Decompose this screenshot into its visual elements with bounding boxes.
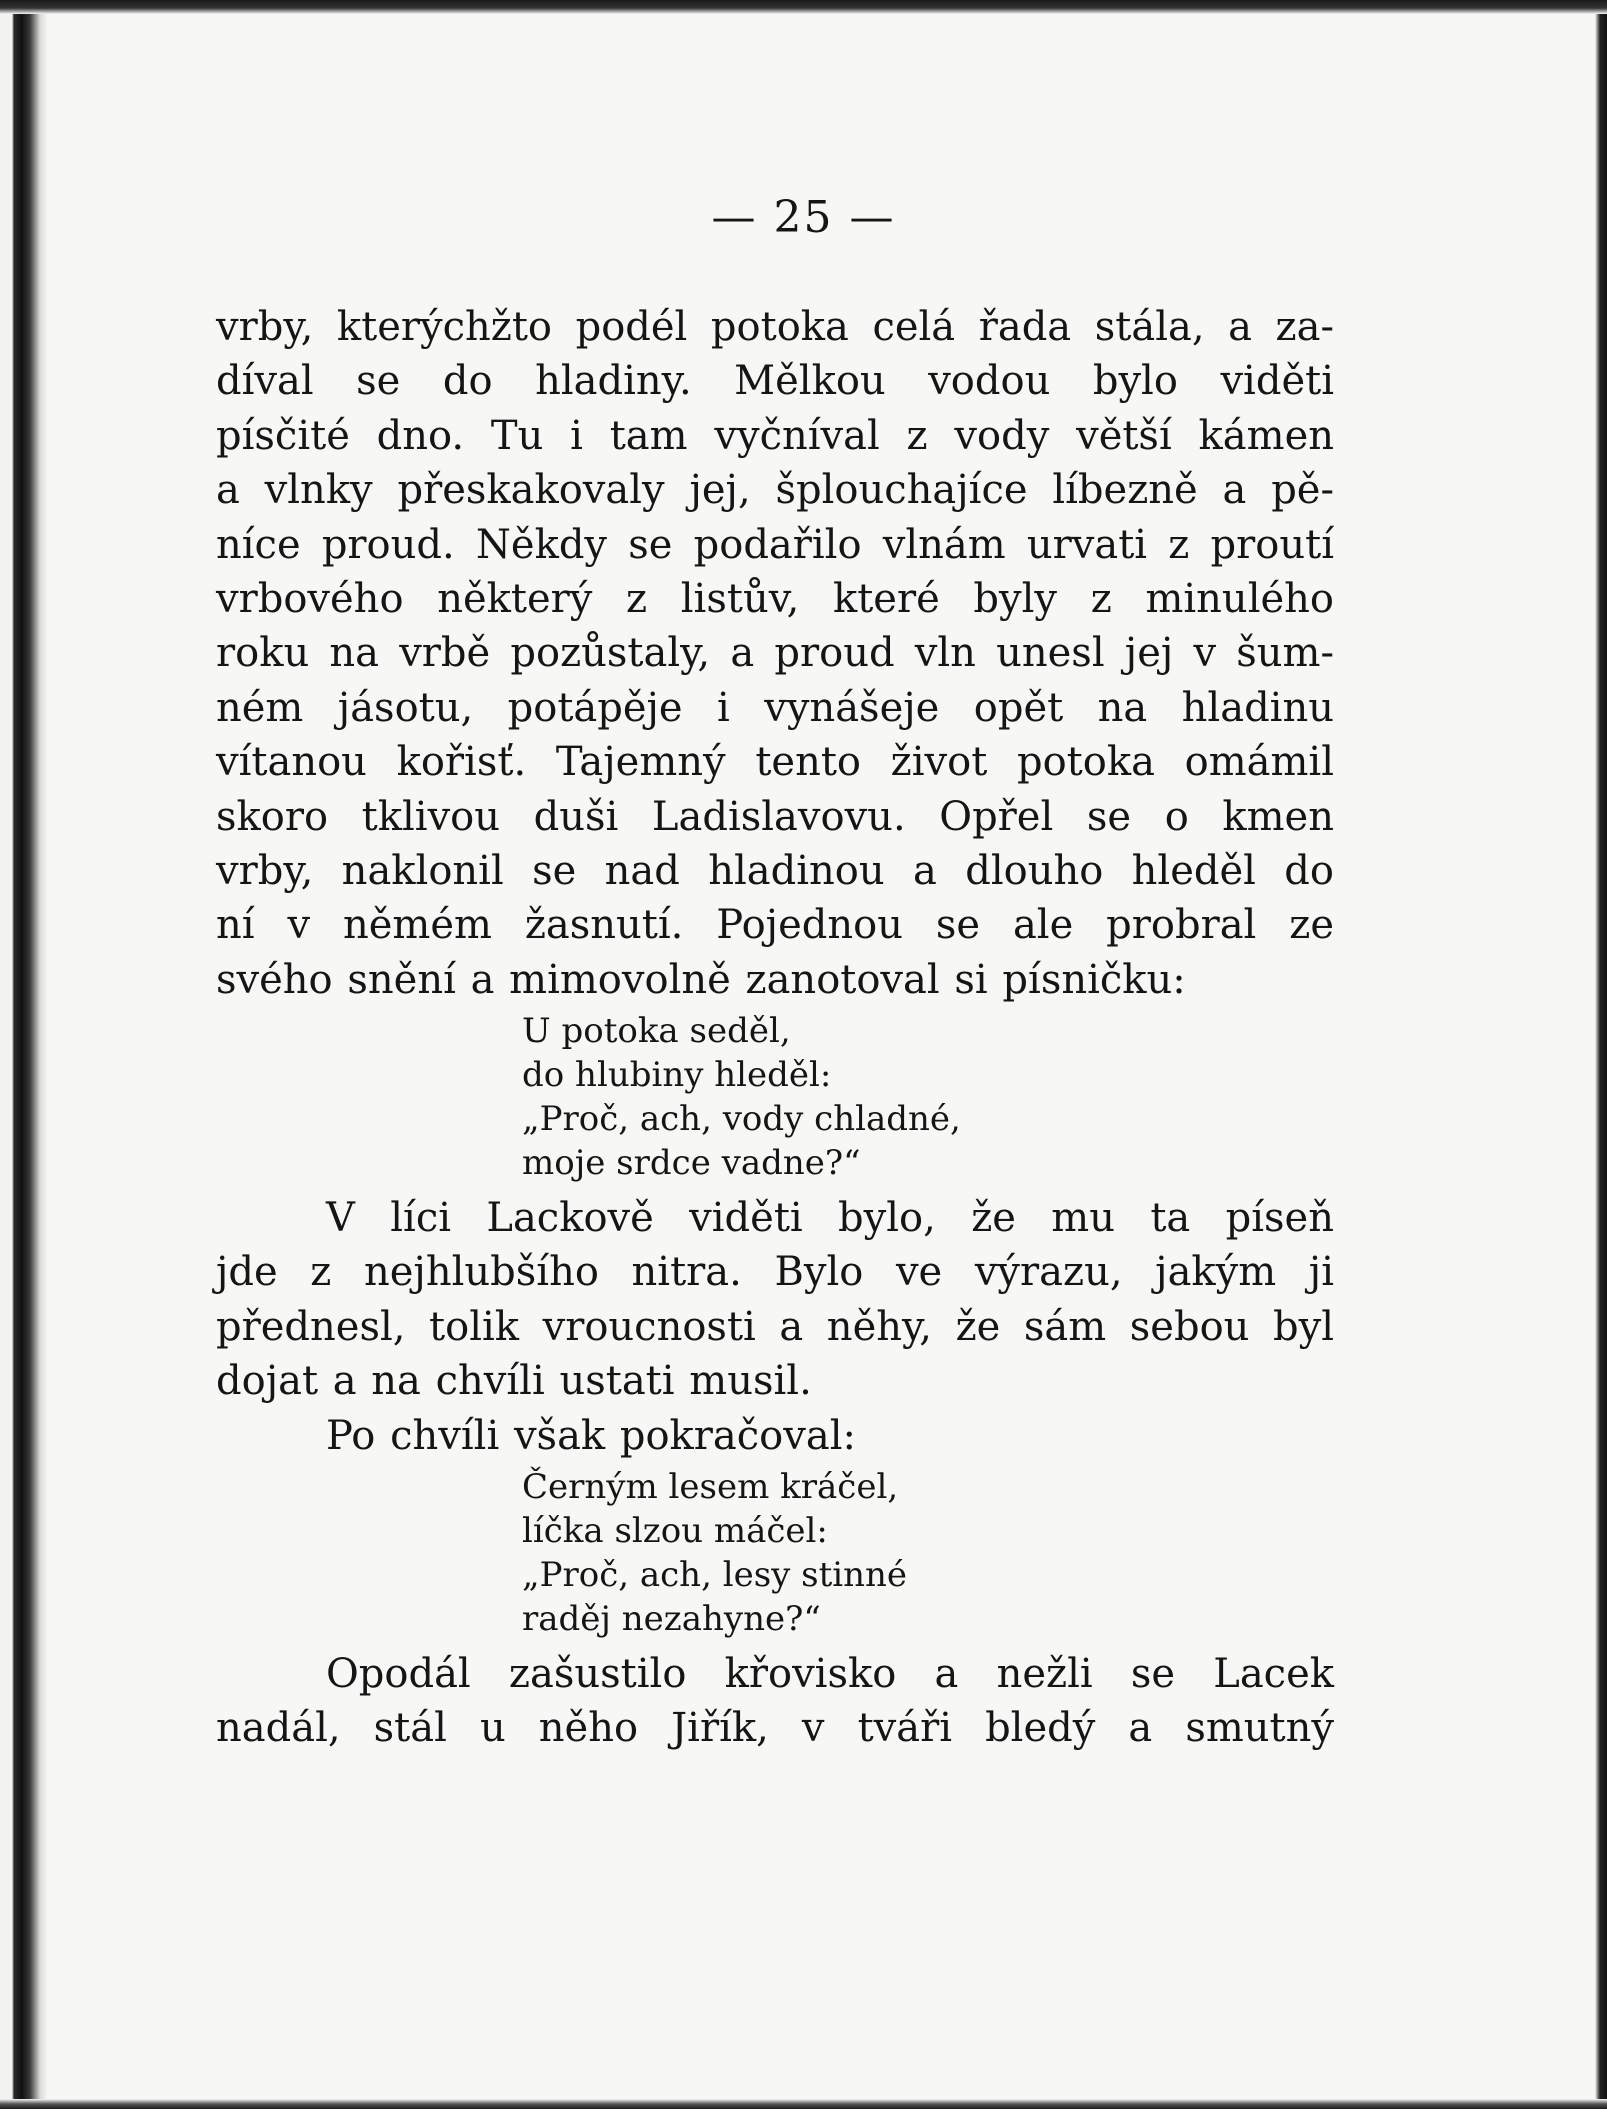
text-line: níce proud. Někdy se podařilo vlnám urvati z proutí [216,521,1334,568]
top-edge [0,0,1607,14]
body-text [216,300,1334,1756]
verse [216,1465,1334,1641]
verse-line: raděj nezahyne?“ [522,1599,821,1640]
verse [216,1009,1334,1185]
text-line: jde z nejhlubšího nitra. Bylo ve výrazu, jakým ji [216,1249,1334,1296]
verse-line: „Proč, ach, lesy stinné [522,1555,908,1596]
text-line: skoro tklivou duši Ladislavovu. Opřel se o kmen [216,793,1334,840]
verse-line: „Proč, ach, vody chladné, [522,1099,961,1140]
page-number: — 25 — [711,192,896,243]
text-line: vrby, kterýchžto podél potoka celá řada stála, a za- [216,304,1334,350]
text-line: Po chvíli však pokračoval: [326,1412,856,1459]
text-line: díval se do hladiny. Mělkou vodou bylo viděti [216,358,1334,405]
text-line: přednesl, tolik vroucnosti a něhy, že sám sebou byl [216,1303,1334,1350]
text-line: ném jásotu, potápěje i vynášeje opět na hladinu [216,684,1334,731]
verse-line: líčka slzou máčel: [522,1511,828,1552]
verse-line: moje srdce vadne?“ [522,1143,861,1184]
verse-line: U potoka seděl, [522,1011,791,1052]
text-line: dojat a na chvíli ustati musil. [216,1358,812,1405]
text-line: roku na vrbě pozůstaly, a proud vln unesl jej v šum- [216,630,1334,677]
text-line: svého snění a mimovolně zanotoval si písničku: [216,956,1186,1003]
text-line: vrby, naklonil se nad hladinou a dlouho hleděl do [216,847,1334,894]
verse-line: do hlubiny hleděl: [522,1055,832,1096]
text-line: a vlnky přeskakovaly jej, šplouchajíce líbezně a pě- [216,467,1334,514]
text-line: vrbového některý z listův, které byly z minulého [216,575,1334,622]
text-line: Opodál zašustilo křovisko a nežli se Lacek [326,1651,1334,1698]
verse-line: Černým lesem kráčel, [522,1467,899,1508]
text-line: vítanou kořisť. Tajemný tento život potoka omámil [216,739,1334,786]
text-line: ní v němém žasnutí. Pojednou se ale probral ze [216,902,1334,949]
text-line: nadál, stál u něho Jiřík, v tváři bledý a smutný [216,1705,1334,1752]
right-edge [1595,0,1607,2109]
text-line: písčité dno. Tu i tam vyčníval z vody větší kámen [216,412,1334,459]
binding-edge [0,0,48,2109]
bottom-edge [0,2099,1607,2109]
text-line: V líci Lackově viděti bylo, že mu ta píseň [326,1195,1334,1242]
